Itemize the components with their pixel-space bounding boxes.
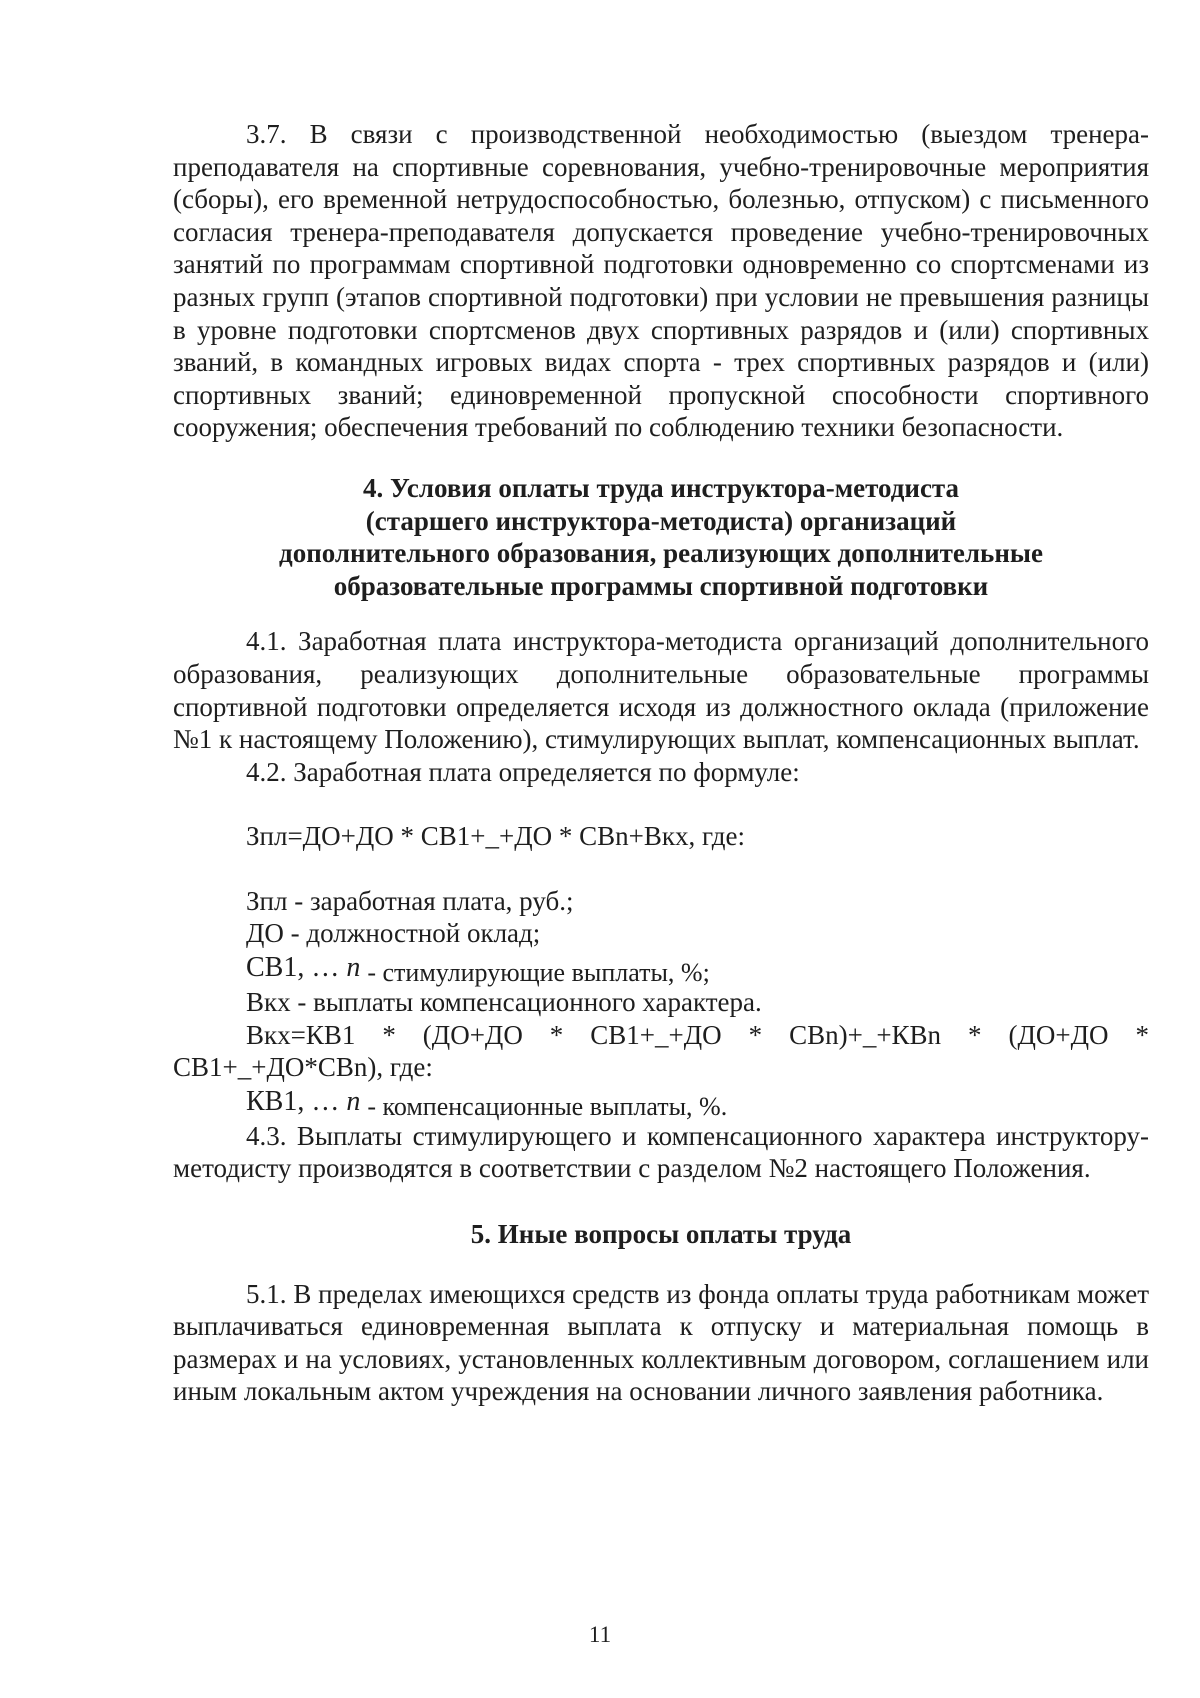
sv-index-n: n xyxy=(346,952,361,984)
section-4-heading-line: образовательные программы спортивной подготовки xyxy=(333,570,989,601)
section-5-heading: 5. Иные вопросы оплаты труда xyxy=(470,1219,852,1250)
definition-sv xyxy=(173,950,1149,986)
section-4-heading-line: дополнительного образования, реализующих дополнительные xyxy=(279,538,1043,569)
kv-symbol: КВ1, … xyxy=(246,1085,340,1117)
definition-zpl: Зпл - заработная плата, руб.; xyxy=(246,885,574,916)
paragraph-4-1: 4.1. Заработная плата инструктора-методиста организаций дополнительного образования, реализующих дополнительные образовательные программы спортивной подготовки определяется исходя из должностного оклада (приложение №1 к настоящему Положению), стимулирующих выплат, компенсационных выплат. xyxy=(173,626,1149,755)
paragraph-3-7: 3.7. В связи с производственной необходимостью (выездом тренера-преподавателя на спортивные соревнования, учебно-тренировочные мероприятия (сборы), его временной нетрудоспособностью, болезнью, отпуском) с письменного согласия тренера-преподавателя допускается проведение учебно-тренировочных занятий по программам спортивной подготовки одновременно со спортсменами из разных групп (этапов спортивной подготовки) при условии не превышения разницы в уровне подготовки спортсменов двух спортивных разрядов и (или) спортивных званий, в командных игровых видах спорта - трех спортивных разрядов и (или) спортивных званий; единовременной пропускной способности спортивного сооружения; обеспечения требований по соблюдению техники безопасности. xyxy=(173,119,1149,443)
vkh-formula: Вкх=КВ1 * (ДО+ДО * СВ1+_+ДО * СВn)+_+КВn * (ДО+ДО * СВ1+_+ДО*СВn), где: xyxy=(173,1019,1149,1083)
section-4-heading-line: (старшего инструктора-методиста) организаций xyxy=(365,505,957,536)
page-content xyxy=(173,118,1149,1408)
definition-vkh: Вкх - выплаты компенсационного характера. xyxy=(246,987,762,1018)
kv-description: - компенсационные выплаты, %. xyxy=(367,1091,728,1121)
paragraph-4-3: 4.3. Выплаты стимулирующего и компенсационного характера инструктору-методисту производятся в соответствии с разделом №2 настоящего Положения. xyxy=(173,1120,1149,1184)
sv-symbol: СВ1, … xyxy=(246,952,340,984)
paragraph-5-1: 5.1. В пределах имеющихся средств из фонда оплаты труда работникам может выплачиваться единовременная выплата к отпуску и материальная помощь в размерах и на условиях, установленных коллективным договором, соглашением или иным локальным актом учреждения на основании личного заявления работника. xyxy=(173,1278,1149,1407)
definition-kv xyxy=(173,1084,1149,1120)
salary-formula: Зпл=ДО+ДО * СВ1+_+ДО * СВn+Вкх, где: xyxy=(246,821,745,852)
section-4-heading xyxy=(173,472,1149,602)
paragraph-4-2: 4.2. Заработная плата определяется по формуле: xyxy=(246,756,800,787)
kv-index-n: n xyxy=(346,1085,361,1117)
page-number: 11 xyxy=(588,1622,612,1647)
section-4-heading-line: 4. Условия оплаты труда инструктора-методиста xyxy=(362,472,960,503)
sv-description: - стимулирующие выплаты, %; xyxy=(367,958,710,988)
definition-do: ДО - должностной оклад; xyxy=(246,918,541,949)
